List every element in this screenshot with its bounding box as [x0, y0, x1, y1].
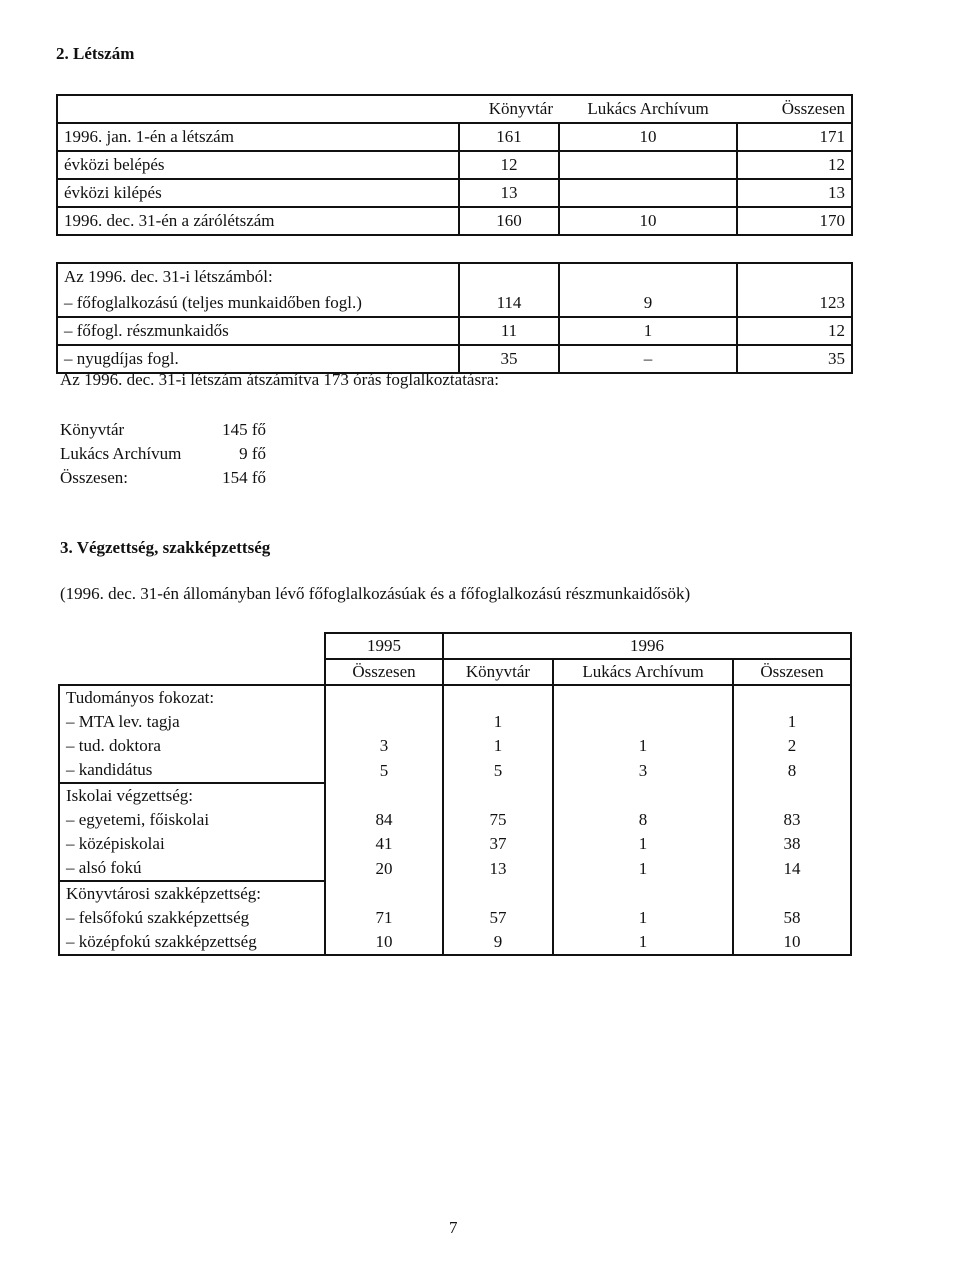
- cell-osszesen: 2: [733, 734, 851, 758]
- cell-osszesen: 83: [733, 808, 851, 832]
- summary-row: [60, 418, 266, 442]
- section-2-title: 2. Létszám: [56, 44, 135, 63]
- summary-value: 154 fő: [222, 468, 266, 487]
- summary-value: 9 fő: [239, 444, 266, 463]
- cell-lukacs: 1: [553, 930, 733, 955]
- cell-konyvtar: 37: [443, 832, 553, 856]
- row-label: 1996. jan. 1-én a létszám: [57, 123, 459, 151]
- cell-osszesen: 123: [737, 290, 852, 317]
- cell-1995: 84: [325, 808, 443, 832]
- group-title: Iskolai végzettség:: [59, 783, 325, 808]
- cell-konyvtar: 9: [443, 930, 553, 955]
- subheader-line2: – főfoglalkozású (teljes munkaidőben fogl.): [57, 290, 459, 317]
- cell-konyvtar: 5: [443, 758, 553, 783]
- cell-konyvtar: 13: [459, 179, 559, 207]
- cell-lukacs: 10: [559, 123, 737, 151]
- cell-osszesen: 12: [737, 151, 852, 179]
- cell-lukacs: 1: [553, 906, 733, 930]
- summary-row: [60, 442, 266, 466]
- row-label: 1996. dec. 31-én a zárólétszám: [57, 207, 459, 235]
- row-label: – egyetemi, főiskolai: [59, 808, 325, 832]
- cell-konyvtar: 161: [459, 123, 559, 151]
- cell-lukacs: 10: [559, 207, 737, 235]
- table-row: [57, 207, 852, 235]
- cell-osszesen: 171: [737, 123, 852, 151]
- row-label: évközi belépés: [57, 151, 459, 179]
- cell-konyvtar: 114: [459, 290, 559, 317]
- cell-1995: 41: [325, 832, 443, 856]
- row-label: – középfokú szakképzettség: [59, 930, 325, 955]
- row-label: – alsó fokú: [59, 856, 325, 881]
- cell-lukacs: 3: [553, 758, 733, 783]
- summary-row: [60, 466, 266, 490]
- year-header-1996: 1996: [443, 633, 851, 659]
- cell-1995: 71: [325, 906, 443, 930]
- table-row: [59, 832, 851, 856]
- page-number: 7: [449, 1218, 458, 1237]
- group-title-row: [59, 685, 851, 710]
- qualification-table: [58, 632, 852, 956]
- row-label: – középiskolai: [59, 832, 325, 856]
- cell-lukacs: –: [559, 345, 737, 373]
- section-3-subtitle: (1996. dec. 31-én állományban lévő főfoglalkozásúak és a főfoglalkozású részmunkaidősök): [60, 584, 691, 603]
- staff-count-table: [56, 94, 853, 374]
- cell-1995: [325, 710, 443, 734]
- cell-konyvtar: 35: [459, 345, 559, 373]
- cell-konyvtar: 75: [443, 808, 553, 832]
- group-title-row: [59, 783, 851, 808]
- col-header-konyvtar: Könyvtár: [443, 659, 553, 685]
- cell-osszesen: 12: [737, 317, 852, 345]
- cell-osszesen: 38: [733, 832, 851, 856]
- cell-osszesen: 14: [733, 856, 851, 881]
- col-header-konyvtar: Könyvtár: [459, 95, 559, 123]
- cell-lukacs: 9: [559, 290, 737, 317]
- fte-summary: [60, 418, 266, 490]
- table-row: [59, 734, 851, 758]
- cell-lukacs: [553, 710, 733, 734]
- cell-1995: 5: [325, 758, 443, 783]
- group-title: Könyvtárosi szakképzettség:: [59, 881, 325, 906]
- section-3-title: 3. Végzettség, szakképzettség: [60, 538, 271, 557]
- cell-lukacs: 8: [553, 808, 733, 832]
- cell-osszesen: 35: [737, 345, 852, 373]
- row-label: – főfogl. részmunkaidős: [57, 317, 459, 345]
- cell-osszesen: 13: [737, 179, 852, 207]
- summary-label: Lukács Archívum: [60, 444, 182, 463]
- table-row: [59, 710, 851, 734]
- table-row: [59, 906, 851, 930]
- table-row: [57, 290, 852, 317]
- cell-osszesen: 10: [733, 930, 851, 955]
- cell-konyvtar: 1: [443, 734, 553, 758]
- summary-label: Könyvtár: [60, 420, 125, 439]
- cell-lukacs: 1: [553, 734, 733, 758]
- col-header-lukacs: Lukács Archívum: [553, 659, 733, 685]
- table-row: [57, 179, 852, 207]
- row-label: – nyugdíjas fogl.: [57, 345, 459, 373]
- cell-osszesen: 170: [737, 207, 852, 235]
- col-header-osszesen-1996: Összesen: [733, 659, 851, 685]
- cell-konyvtar: 160: [459, 207, 559, 235]
- table-row: [59, 930, 851, 955]
- column-header-row: [59, 659, 851, 685]
- table-row: [59, 808, 851, 832]
- col-header-osszesen: Összesen: [737, 95, 852, 123]
- cell-konyvtar: 57: [443, 906, 553, 930]
- cell-lukacs: 1: [559, 317, 737, 345]
- table-row: [57, 263, 852, 290]
- year-header-row: [59, 633, 851, 659]
- cell-osszesen: 1: [733, 710, 851, 734]
- summary-value: 145 fő: [222, 420, 266, 439]
- group-title-row: [59, 881, 851, 906]
- row-label: – kandidátus: [59, 758, 325, 783]
- cell-konyvtar: 12: [459, 151, 559, 179]
- cell-konyvtar: 13: [443, 856, 553, 881]
- cell-konyvtar: 1: [443, 710, 553, 734]
- table-row: [57, 151, 852, 179]
- row-label: – tud. doktora: [59, 734, 325, 758]
- col-header-lukacs: Lukács Archívum: [559, 95, 737, 123]
- cell-lukacs: [559, 179, 737, 207]
- col-header-osszesen-1995: Összesen: [325, 659, 443, 685]
- table-row: [59, 758, 851, 783]
- cell-1995: 10: [325, 930, 443, 955]
- year-header-1995: 1995: [325, 633, 443, 659]
- cell-konyvtar: 11: [459, 317, 559, 345]
- row-label: – felsőfokú szakképzettség: [59, 906, 325, 930]
- row-label: évközi kilépés: [57, 179, 459, 207]
- row-label: – MTA lev. tagja: [59, 710, 325, 734]
- subheader-line1: Az 1996. dec. 31-i létszámból:: [57, 263, 459, 290]
- cell-lukacs: [559, 151, 737, 179]
- group-title: Tudományos fokozat:: [59, 685, 325, 710]
- cell-osszesen: 8: [733, 758, 851, 783]
- cell-1995: 20: [325, 856, 443, 881]
- table-row: [57, 123, 852, 151]
- table-row: [57, 345, 852, 373]
- summary-label: Összesen:: [60, 468, 128, 487]
- table-row: [57, 317, 852, 345]
- cell-lukacs: 1: [553, 832, 733, 856]
- cell-osszesen: 58: [733, 906, 851, 930]
- cell-lukacs: 1: [553, 856, 733, 881]
- conversion-note: Az 1996. dec. 31-i létszám átszámítva 173 órás foglalkoztatásra:: [60, 370, 500, 389]
- table-header-row: [57, 95, 852, 123]
- table-row: [59, 856, 851, 881]
- cell-1995: 3: [325, 734, 443, 758]
